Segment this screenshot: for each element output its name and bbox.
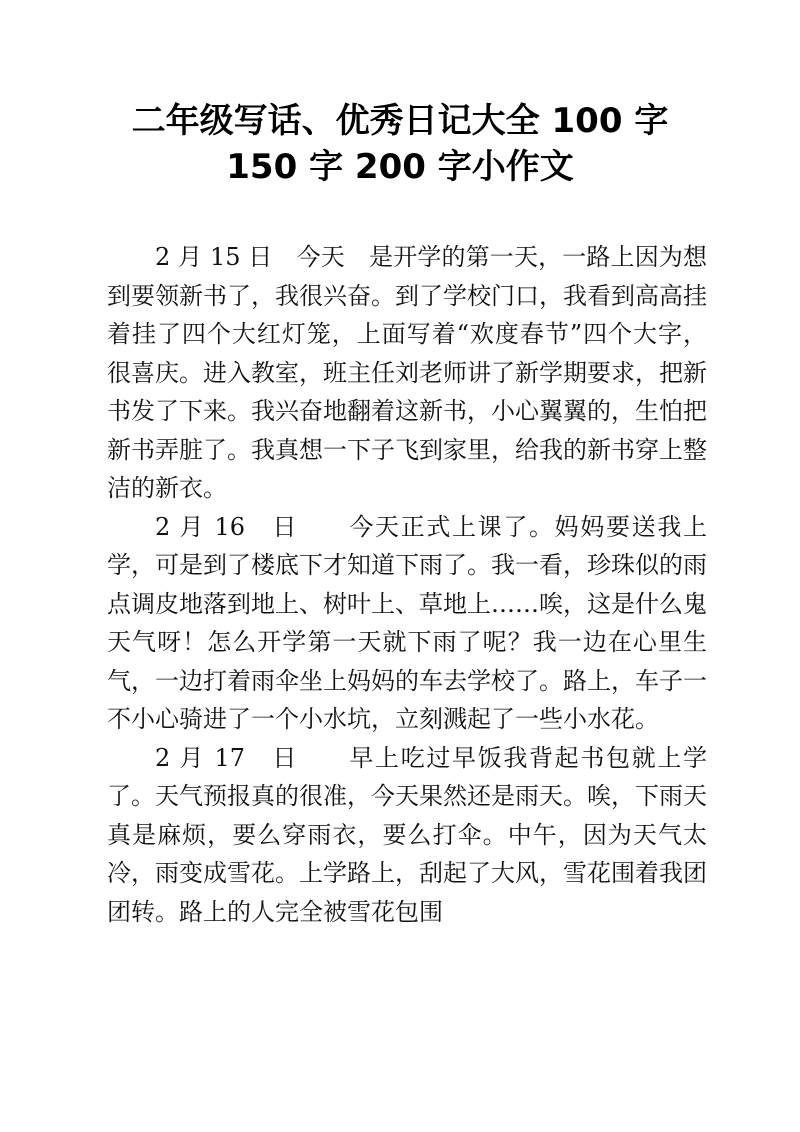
document-body (107, 238, 707, 931)
title-line-1: 二年级写话、优秀日记大全 100 字 (131, 101, 669, 141)
title-line-2: 150 字 200 字小作文 (226, 147, 574, 187)
diary-entry-feb-17: 2 月 17 日 早上吃过早饭我背起书包就上学了。天气预报真的很准，今天果然还是雨天。唉，下雨天真是麻烦，要么穿雨衣，要么打伞。中午，因为天气太冷，雨变成雪花。上学路上，刮起了大风，雪花围着我团团转。路上的人完全被雪花包围 (107, 743, 707, 926)
document-title (0, 98, 800, 190)
diary-entry-feb-16: 2 月 16 日 今天正式上课了。妈妈要送我上学，可是到了楼底下才知道下雨了。我一看，珍珠似的雨点调皮地落到地上、树叶上、草地上……唉，这是什么鬼天气呀！怎么开学第一天就下雨了呢？我一边在心里生气，一边打着雨伞坐上妈妈的车去学校了。路上，车子一不小心骑进了一个小水坑，立刻溅起了一些小水花。 (107, 512, 707, 733)
diary-entry-feb-15: 2 月 15 日 今天 是开学的第一天，一路上因为想到要领新书了，我很兴奋。到了学校门口，我看到高高挂着挂了四个大红灯笼，上面写着“欢度春节”四个大字，很喜庆。进入教室，班主任刘老师讲了新学期要求，把新书发了下来。我兴奋地翻着这新书，小心翼翼的，生怕把新书弄脏了。我真想一下子飞到家里，给我的新书穿上整洁的新衣。 (107, 243, 707, 502)
